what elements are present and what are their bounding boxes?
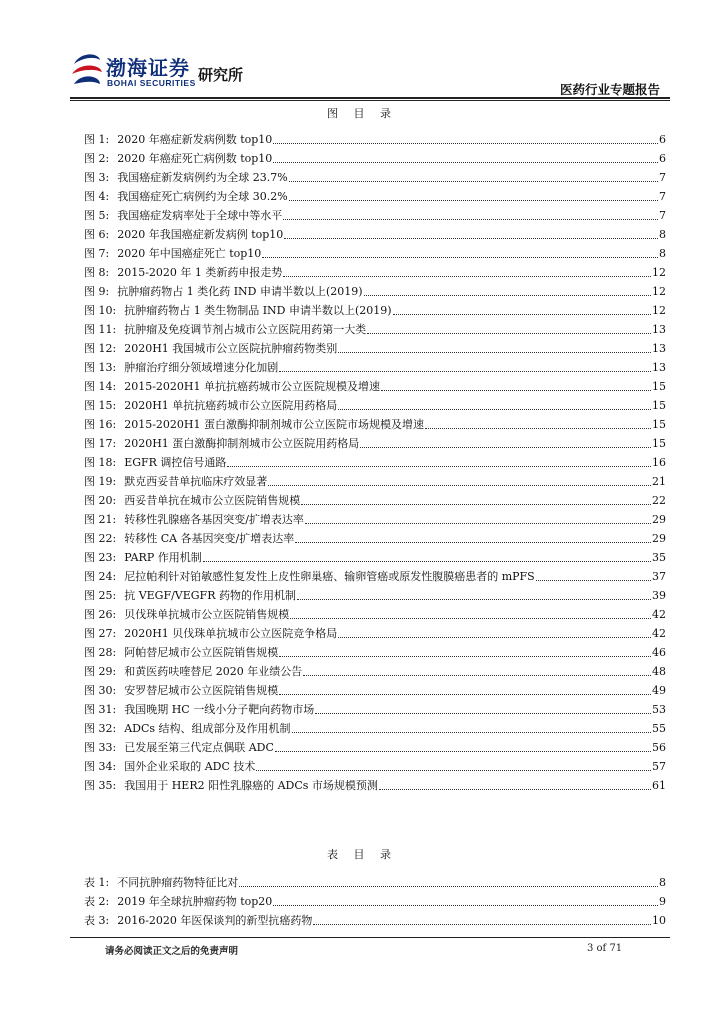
dot-leader — [536, 579, 651, 581]
dot-leader — [284, 237, 658, 239]
dot-leader — [295, 541, 651, 543]
dot-leader — [275, 750, 651, 752]
figure-entry[interactable] — [84, 358, 666, 377]
entry-label: 图 5: — [84, 209, 110, 222]
entry-title: 默克西妥昔单抗临床疗效显著 — [124, 475, 268, 488]
report-type-label: 医药行业专题报告 — [559, 82, 660, 97]
dot-leader — [381, 389, 651, 391]
figure-entry[interactable] — [84, 415, 666, 434]
entry-page: 6 — [659, 152, 666, 165]
entry-label: 图 20: — [84, 494, 117, 507]
dot-leader — [289, 180, 658, 182]
entry-page: 15 — [652, 399, 666, 412]
table-list — [84, 873, 666, 930]
dot-leader — [256, 769, 651, 771]
entry-title: 我国晚期 HC 一线小分子靶向药物市场 — [124, 703, 315, 716]
entry-title: 转移性 CA 各基因突变/扩增表达率 — [124, 532, 295, 545]
figure-entry[interactable] — [84, 339, 666, 358]
entry-label: 图 34: — [84, 760, 117, 773]
dot-leader — [360, 446, 651, 448]
entry-title: 2020H1 蛋白激酶抑制剂城市公立医院用药格局 — [124, 437, 360, 450]
header-rule-thin — [70, 100, 670, 101]
entry-label: 图 32: — [84, 722, 117, 735]
entry-page: 10 — [652, 914, 666, 927]
entry-title: 2015-2020H1 单抗抗癌药城市公立医院规模及增速 — [124, 380, 380, 393]
figure-entry[interactable] — [84, 206, 666, 225]
entry-title: 不同抗肿瘤药物特征比对 — [117, 876, 239, 889]
entry-title: 我国用于 HER2 阳性乳腺癌的 ADCs 市场规模预测 — [124, 779, 378, 792]
dot-leader — [313, 923, 651, 925]
entry-page: 42 — [652, 608, 666, 621]
entry-title: 抗肿瘤药物占 1 类生物制品 IND 申请半数以上(2019) — [124, 304, 392, 317]
logo-chinese-name: 渤海证券 — [106, 56, 190, 80]
entry-title: ADCs 结构、组成部分及作用机制 — [124, 722, 291, 735]
dot-leader — [303, 674, 651, 676]
entry-page: 15 — [652, 418, 666, 431]
table-entry[interactable] — [84, 911, 666, 930]
figure-list — [84, 130, 666, 795]
entry-title: 肿瘤治疗细分领域增速分化加剧 — [124, 361, 279, 374]
entry-label: 图 28: — [84, 646, 117, 659]
figure-entry[interactable] — [84, 149, 666, 168]
entry-page: 13 — [652, 361, 666, 374]
entry-page: 57 — [652, 760, 666, 773]
entry-title: 已发展至第三代定点偶联 ADC — [124, 741, 274, 754]
figure-entry[interactable] — [84, 225, 666, 244]
entry-label: 图 25: — [84, 589, 117, 602]
figure-entry[interactable] — [84, 130, 666, 149]
table-entry[interactable] — [84, 892, 666, 911]
entry-page: 13 — [652, 342, 666, 355]
dot-leader — [283, 218, 658, 220]
header-rule — [70, 97, 670, 99]
figure-entry[interactable] — [84, 643, 666, 662]
figure-entry[interactable] — [84, 168, 666, 187]
dot-leader — [338, 408, 651, 410]
dot-leader — [393, 313, 651, 315]
dot-leader — [279, 370, 651, 372]
figure-entry[interactable] — [84, 434, 666, 453]
figure-entry[interactable] — [84, 301, 666, 320]
dot-leader — [338, 351, 651, 353]
dot-leader — [379, 788, 651, 790]
entry-page: 15 — [652, 437, 666, 450]
figure-entry[interactable] — [84, 776, 666, 795]
entry-title: 2020 年中国癌症死亡 top10 — [117, 247, 262, 260]
entry-label: 图 22: — [84, 532, 117, 545]
entry-label: 图 21: — [84, 513, 117, 526]
entry-title: 贝伐珠单抗城市公立医院销售规模 — [124, 608, 290, 621]
figure-entry[interactable] — [84, 548, 666, 567]
dot-leader — [364, 294, 651, 296]
figure-entry[interactable] — [84, 662, 666, 681]
entry-title: 转移性乳腺癌各基因突变/扩增表达率 — [124, 513, 304, 526]
dot-leader — [273, 142, 658, 144]
entry-label: 图 14: — [84, 380, 117, 393]
entry-title: 2020 年癌症死亡病例数 top10 — [117, 152, 273, 165]
entry-page: 22 — [652, 494, 666, 507]
entry-page: 42 — [652, 627, 666, 640]
table-entry[interactable] — [84, 873, 666, 892]
figure-entry[interactable] — [84, 396, 666, 415]
dot-leader — [425, 427, 651, 429]
entry-label: 图 35: — [84, 779, 117, 792]
entry-page: 37 — [652, 570, 666, 583]
entry-page: 6 — [659, 133, 666, 146]
entry-page: 48 — [652, 665, 666, 678]
entry-page: 46 — [652, 646, 666, 659]
page-indicator: 3 of 71 — [587, 943, 623, 954]
entry-page: 8 — [659, 876, 666, 889]
entry-title: 我国癌症死亡病例约为全球 30.2% — [117, 190, 288, 203]
entry-title: 2015-2020 年 1 类新药申报走势 — [117, 266, 283, 279]
figure-entry[interactable] — [84, 624, 666, 643]
entry-page: 55 — [652, 722, 666, 735]
entry-label: 图 31: — [84, 703, 117, 716]
entry-title: 2020H1 单抗抗癌药城市公立医院用药格局 — [124, 399, 338, 412]
entry-title: 西妥昔单抗在城市公立医院销售规模 — [124, 494, 301, 507]
entry-label: 表 2: — [84, 895, 110, 908]
entry-title: 尼拉帕利针对铂敏感性复发性上皮性卵巢癌、输卵管癌或原发性腹膜癌患者的 mPFS — [124, 570, 535, 583]
dot-leader — [367, 332, 651, 334]
dot-leader — [305, 522, 651, 524]
figure-entry[interactable] — [84, 586, 666, 605]
bohai-logo-icon — [70, 50, 104, 92]
entry-label: 图 23: — [84, 551, 117, 564]
entry-page: 7 — [659, 171, 666, 184]
entry-title: EGFR 调控信号通路 — [124, 456, 227, 469]
dot-leader — [279, 693, 651, 695]
entry-page: 29 — [652, 532, 666, 545]
entry-title: 我国癌症新发病例约为全球 23.7% — [117, 171, 288, 184]
page-header — [0, 0, 724, 100]
entry-label: 图 18: — [84, 456, 117, 469]
figure-entry[interactable] — [84, 187, 666, 206]
entry-title: 2020H1 贝伐珠单抗城市公立医院竞争格局 — [124, 627, 338, 640]
entry-label: 图 10: — [84, 304, 117, 317]
dot-leader — [273, 904, 658, 906]
figure-entry[interactable] — [84, 719, 666, 738]
entry-page: 53 — [652, 703, 666, 716]
entry-label: 图 9: — [84, 285, 110, 298]
entry-page: 9 — [659, 895, 666, 908]
entry-title: PARP 作用机制 — [124, 551, 202, 564]
entry-page: 8 — [659, 228, 666, 241]
figure-entry[interactable] — [84, 757, 666, 776]
dot-leader — [290, 617, 651, 619]
entry-label: 图 24: — [84, 570, 117, 583]
dot-leader — [283, 275, 651, 277]
entry-page: 7 — [659, 209, 666, 222]
figure-list-heading: 图 目 录 — [327, 107, 397, 120]
figure-entry[interactable] — [84, 605, 666, 624]
entry-page: 12 — [652, 285, 666, 298]
entry-label: 图 3: — [84, 171, 110, 184]
figure-entry[interactable] — [84, 472, 666, 491]
entry-page: 35 — [652, 551, 666, 564]
entry-title: 抗肿瘤药物占 1 类化药 IND 申请半数以上(2019) — [117, 285, 363, 298]
dot-leader — [338, 636, 651, 638]
disclaimer-note: 请务必阅读正文之后的免责声明 — [105, 946, 239, 957]
entry-label: 图 7: — [84, 247, 110, 260]
figure-entry[interactable] — [84, 700, 666, 719]
entry-page: 29 — [652, 513, 666, 526]
entry-title: 2015-2020H1 蛋白激酶抑制剂城市公立医院市场规模及增速 — [124, 418, 424, 431]
entry-label: 图 33: — [84, 741, 117, 754]
entry-title: 安罗替尼城市公立医院销售规模 — [124, 684, 279, 697]
dot-leader — [297, 598, 651, 600]
entry-label: 图 17: — [84, 437, 117, 450]
entry-page: 49 — [652, 684, 666, 697]
figure-entry[interactable] — [84, 738, 666, 757]
dot-leader — [279, 655, 651, 657]
entry-page: 7 — [659, 190, 666, 203]
entry-page: 12 — [652, 304, 666, 317]
entry-page: 8 — [659, 247, 666, 260]
figure-entry[interactable] — [84, 244, 666, 263]
entry-title: 抗肿瘤及免疫调节剂占城市公立医院用药第一大类 — [124, 323, 367, 336]
dot-leader — [315, 712, 651, 714]
dot-leader — [289, 199, 658, 201]
entry-title: 阿帕替尼城市公立医院销售规模 — [124, 646, 279, 659]
figure-entry[interactable] — [84, 491, 666, 510]
entry-label: 图 15: — [84, 399, 117, 412]
entry-title: 我国癌症发病率处于全球中等水平 — [117, 209, 283, 222]
entry-title: 2019 年全球抗肿瘤药物 top20 — [117, 895, 273, 908]
entry-label: 图 12: — [84, 342, 117, 355]
figure-entry[interactable] — [84, 567, 666, 586]
dot-leader — [262, 256, 658, 258]
entry-label: 图 1: — [84, 133, 110, 146]
entry-label: 图 11: — [84, 323, 117, 336]
entry-page: 21 — [652, 475, 666, 488]
entry-page: 16 — [652, 456, 666, 469]
institute-label: 研究所 — [198, 66, 244, 84]
entry-label: 图 8: — [84, 266, 110, 279]
footer-rule — [70, 937, 670, 938]
figure-entry[interactable] — [84, 320, 666, 339]
entry-label: 图 29: — [84, 665, 117, 678]
logo-english-name: BOHAI SECURITIES — [107, 78, 196, 88]
bohai-logo — [70, 50, 210, 94]
dot-leader — [239, 885, 658, 887]
entry-label: 图 6: — [84, 228, 110, 241]
figure-entry[interactable] — [84, 377, 666, 396]
entry-title: 2020H1 我国城市公立医院抗肿瘤药物类别 — [124, 342, 338, 355]
dot-leader — [273, 161, 658, 163]
dot-leader — [227, 465, 651, 467]
entry-title: 2020 年癌症新发病例数 top10 — [117, 133, 273, 146]
dot-leader — [301, 503, 651, 505]
entry-title: 2020 年我国癌症新发病例 top10 — [117, 228, 284, 241]
entry-page: 13 — [652, 323, 666, 336]
entry-title: 2016-2020 年医保谈判的新型抗癌药物 — [117, 914, 313, 927]
entry-title: 国外企业采取的 ADC 技术 — [124, 760, 256, 773]
entry-page: 56 — [652, 741, 666, 754]
entry-page: 12 — [652, 266, 666, 279]
dot-leader — [292, 731, 651, 733]
entry-label: 图 16: — [84, 418, 117, 431]
entry-label: 图 2: — [84, 152, 110, 165]
entry-label: 图 26: — [84, 608, 117, 621]
entry-page: 61 — [652, 779, 666, 792]
dot-leader — [203, 560, 651, 562]
figure-entry[interactable] — [84, 681, 666, 700]
entry-label: 表 3: — [84, 914, 110, 927]
figure-entry[interactable] — [84, 263, 666, 282]
figure-entry[interactable] — [84, 453, 666, 472]
entry-title: 和黄医药呋喹替尼 2020 年业绩公告 — [124, 665, 303, 678]
entry-label: 图 19: — [84, 475, 117, 488]
entry-page: 15 — [652, 380, 666, 393]
figure-entry[interactable] — [84, 282, 666, 301]
entry-label: 图 27: — [84, 627, 117, 640]
figure-entry[interactable] — [84, 529, 666, 548]
entry-label: 表 1: — [84, 876, 110, 889]
figure-entry[interactable] — [84, 510, 666, 529]
entry-label: 图 13: — [84, 361, 117, 374]
dot-leader — [268, 484, 651, 486]
entry-label: 图 30: — [84, 684, 117, 697]
entry-label: 图 4: — [84, 190, 110, 203]
entry-title: 抗 VEGF/VEGFR 药物的作用机制 — [124, 589, 296, 602]
entry-page: 39 — [652, 589, 666, 602]
table-list-heading: 表 目 录 — [327, 848, 397, 861]
